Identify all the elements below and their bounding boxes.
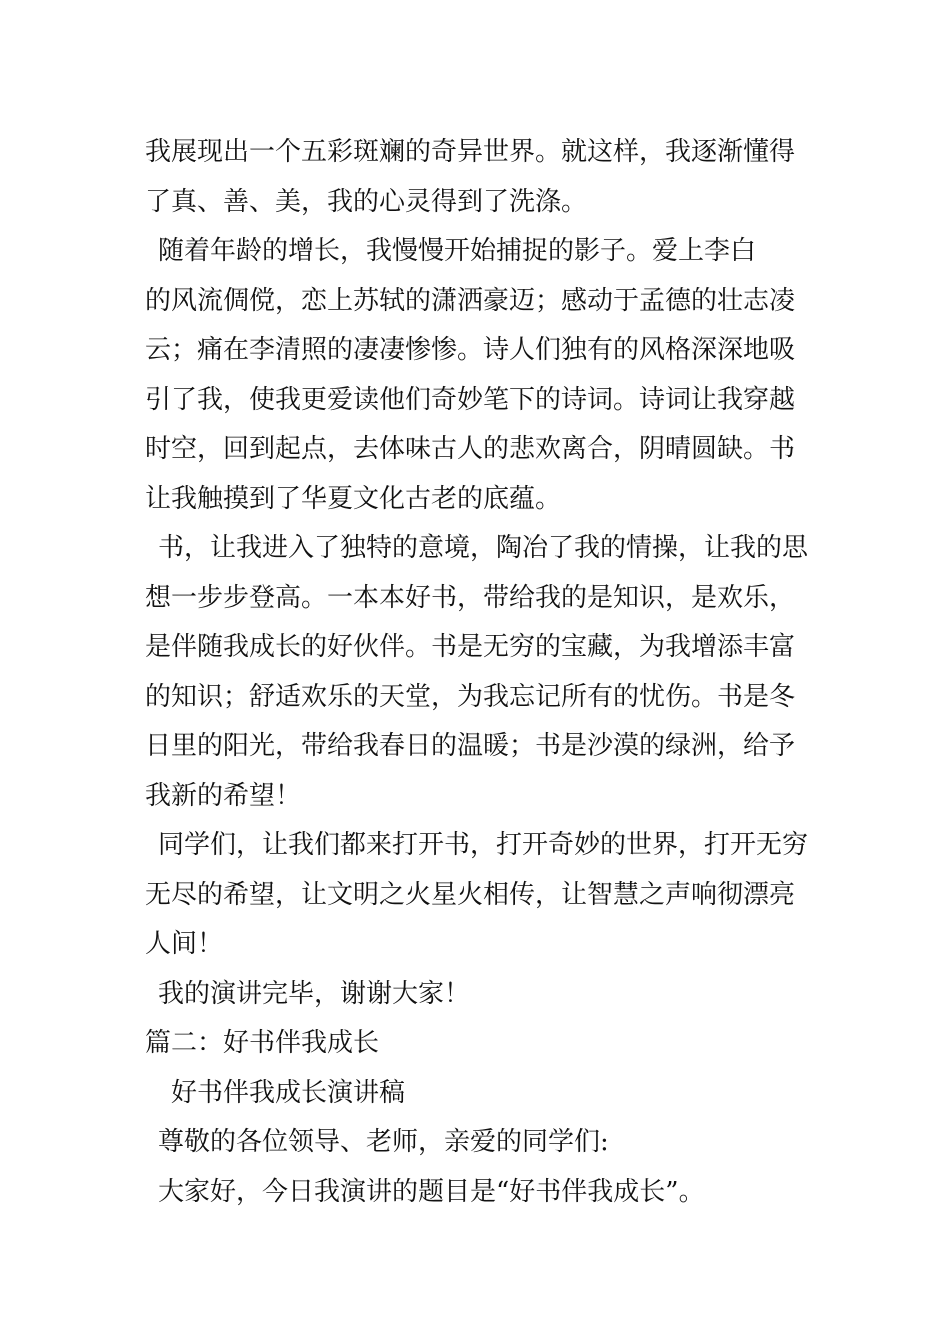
paragraph-start-line: 随着年龄的增长，我慢慢开始捕捉的影子。爱上李白 — [158, 236, 757, 266]
text-line: 云；痛在李清照的凄凄惨惨。诗人们独有的风格深深地吸 — [145, 335, 796, 365]
text-line: 的知识；舒适欢乐的天堂，为我忘记所有的忧伤。书是冬 — [145, 681, 796, 712]
paragraph-start-line: 大家好，今日我演讲的题目是“好书伴我成长”。 — [158, 1176, 705, 1207]
text-line: 时空，回到起点，去体味古人的悲欢离合，阴晴圆缺。书 — [145, 434, 796, 464]
speech-title: 好书伴我成长演讲稿 — [171, 1077, 406, 1108]
closing-line: 我的演讲完毕，谢谢大家！ — [158, 978, 471, 1009]
paragraph-start-line: 同学们，让我们都来打开书，打开奇妙的世界，打开无穷 — [158, 830, 809, 860]
text-line: 我新的希望！ — [145, 780, 302, 811]
text-line: 了真、善、美，我的心灵得到了洗涤。 — [145, 186, 588, 217]
section-heading: 篇二：好书伴我成长 — [145, 1028, 380, 1058]
text-line: 无尽的希望，让文明之火星火相传，让智慧之声响彻漂亮 — [145, 879, 796, 910]
text-line: 引了我，使我更爱读他们奇妙笔下的诗词。诗词让我穿越 — [145, 384, 796, 415]
text-line: 让我触摸到了华夏文化古老的底蕴。 — [145, 483, 562, 514]
document-body — [145, 128, 815, 1217]
text-line: 日里的阳光，带给我春日的温暖；书是沙漠的绿洲，给予 — [145, 731, 796, 761]
text-line: 我展现出一个五彩斑斓的奇异世界。就这样，我逐渐懂得 — [145, 137, 796, 167]
salutation-line: 尊敬的各位领导、老师，亲爱的同学们: — [158, 1127, 609, 1157]
paragraph-start-line: 书，让我进入了独特的意境，陶冶了我的情操，让我的思 — [158, 533, 809, 563]
text-line: 人间！ — [145, 929, 224, 959]
text-line: 想一步步登高。一本本好书，带给我的是知识，是欢乐， — [145, 582, 796, 613]
text-line: 是伴随我成长的好伙伴。书是无穷的宝藏，为我增添丰富 — [145, 632, 796, 662]
text-line: 的风流倜傥，恋上苏轼的潇洒豪迈；感动于孟德的壮志凌 — [145, 285, 796, 316]
